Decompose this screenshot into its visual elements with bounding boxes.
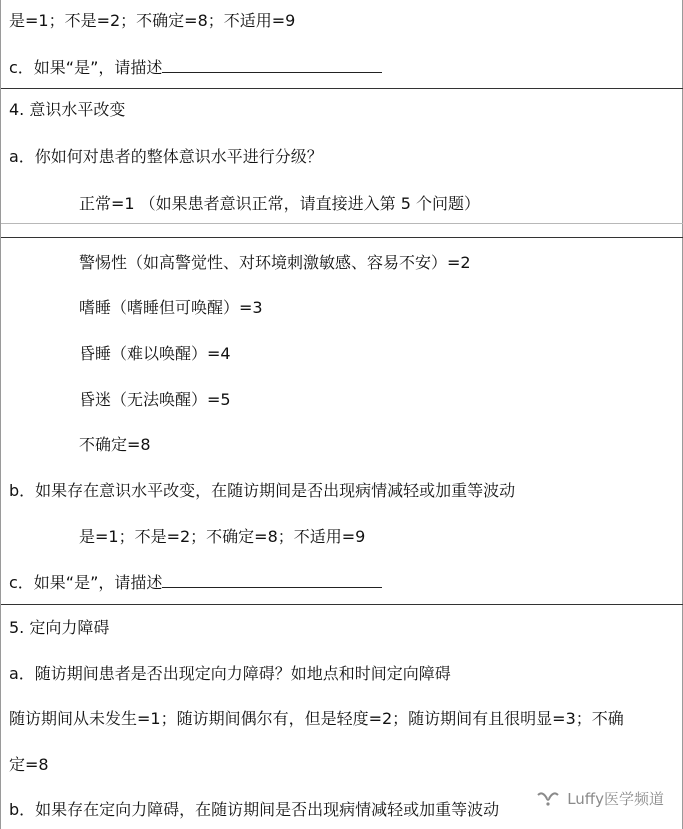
section3-options-line: 是=1；不是=2；不确定=8；不适用=9 bbox=[9, 11, 296, 30]
page-break-top bbox=[1, 223, 683, 224]
section4-item-b-options: 是=1；不是=2；不确定=8；不适用=9 bbox=[79, 527, 366, 546]
section5-options-line2: 定=8 bbox=[9, 755, 49, 774]
section4-item-c-label: c．如果“是”，请描述 bbox=[9, 573, 163, 592]
section4-item-c bbox=[9, 571, 382, 593]
divider bbox=[1, 88, 683, 89]
section5-item-b: b．如果存在定向力障碍，在随访期间是否出现病情减轻或加重等波动 bbox=[9, 800, 500, 819]
page-break-bottom bbox=[1, 237, 683, 238]
section4-description-blank[interactable] bbox=[162, 571, 382, 588]
watermark-text: Luffy医学频道 bbox=[567, 790, 664, 808]
section3-item-c-label: c．如果“是”，请描述 bbox=[9, 58, 163, 77]
section5-heading: 5. 定向力障碍 bbox=[9, 618, 110, 637]
section4-option-lethargic: 嗜睡（嗜睡但可唤醒）=3 bbox=[79, 298, 263, 317]
watermark bbox=[535, 789, 664, 809]
section5-options-line1: 随访期间从未发生=1；随访期间偶尔有，但是轻度=2；随访期间有且很明显=3；不确 bbox=[9, 709, 624, 728]
section4-item-b: b．如果存在意识水平改变，在随访期间是否出现病情减轻或加重等波动 bbox=[9, 481, 516, 500]
wechat-channel-icon bbox=[535, 789, 561, 809]
divider bbox=[1, 604, 683, 605]
section3-description-blank[interactable] bbox=[162, 56, 382, 73]
section4-option-uncertain: 不确定=8 bbox=[79, 435, 151, 454]
section5-item-a: a．随访期间患者是否出现定向力障碍？如地点和时间定向障碍 bbox=[9, 664, 451, 683]
section4-option-stupor: 昏睡（难以唤醒）=4 bbox=[79, 344, 231, 363]
section3-item-c bbox=[9, 56, 382, 78]
section4-option-coma: 昏迷（无法唤醒）=5 bbox=[79, 390, 231, 409]
section4-heading: 4. 意识水平改变 bbox=[9, 100, 126, 119]
section4-option-normal: 正常=1 （如果患者意识正常，请直接进入第 5 个问题） bbox=[79, 194, 481, 213]
section4-item-a: a．你如何对患者的整体意识水平进行分级？ bbox=[9, 147, 323, 166]
section4-option-alert: 警惕性（如高警觉性、对环境刺激敏感、容易不安）=2 bbox=[79, 253, 471, 272]
